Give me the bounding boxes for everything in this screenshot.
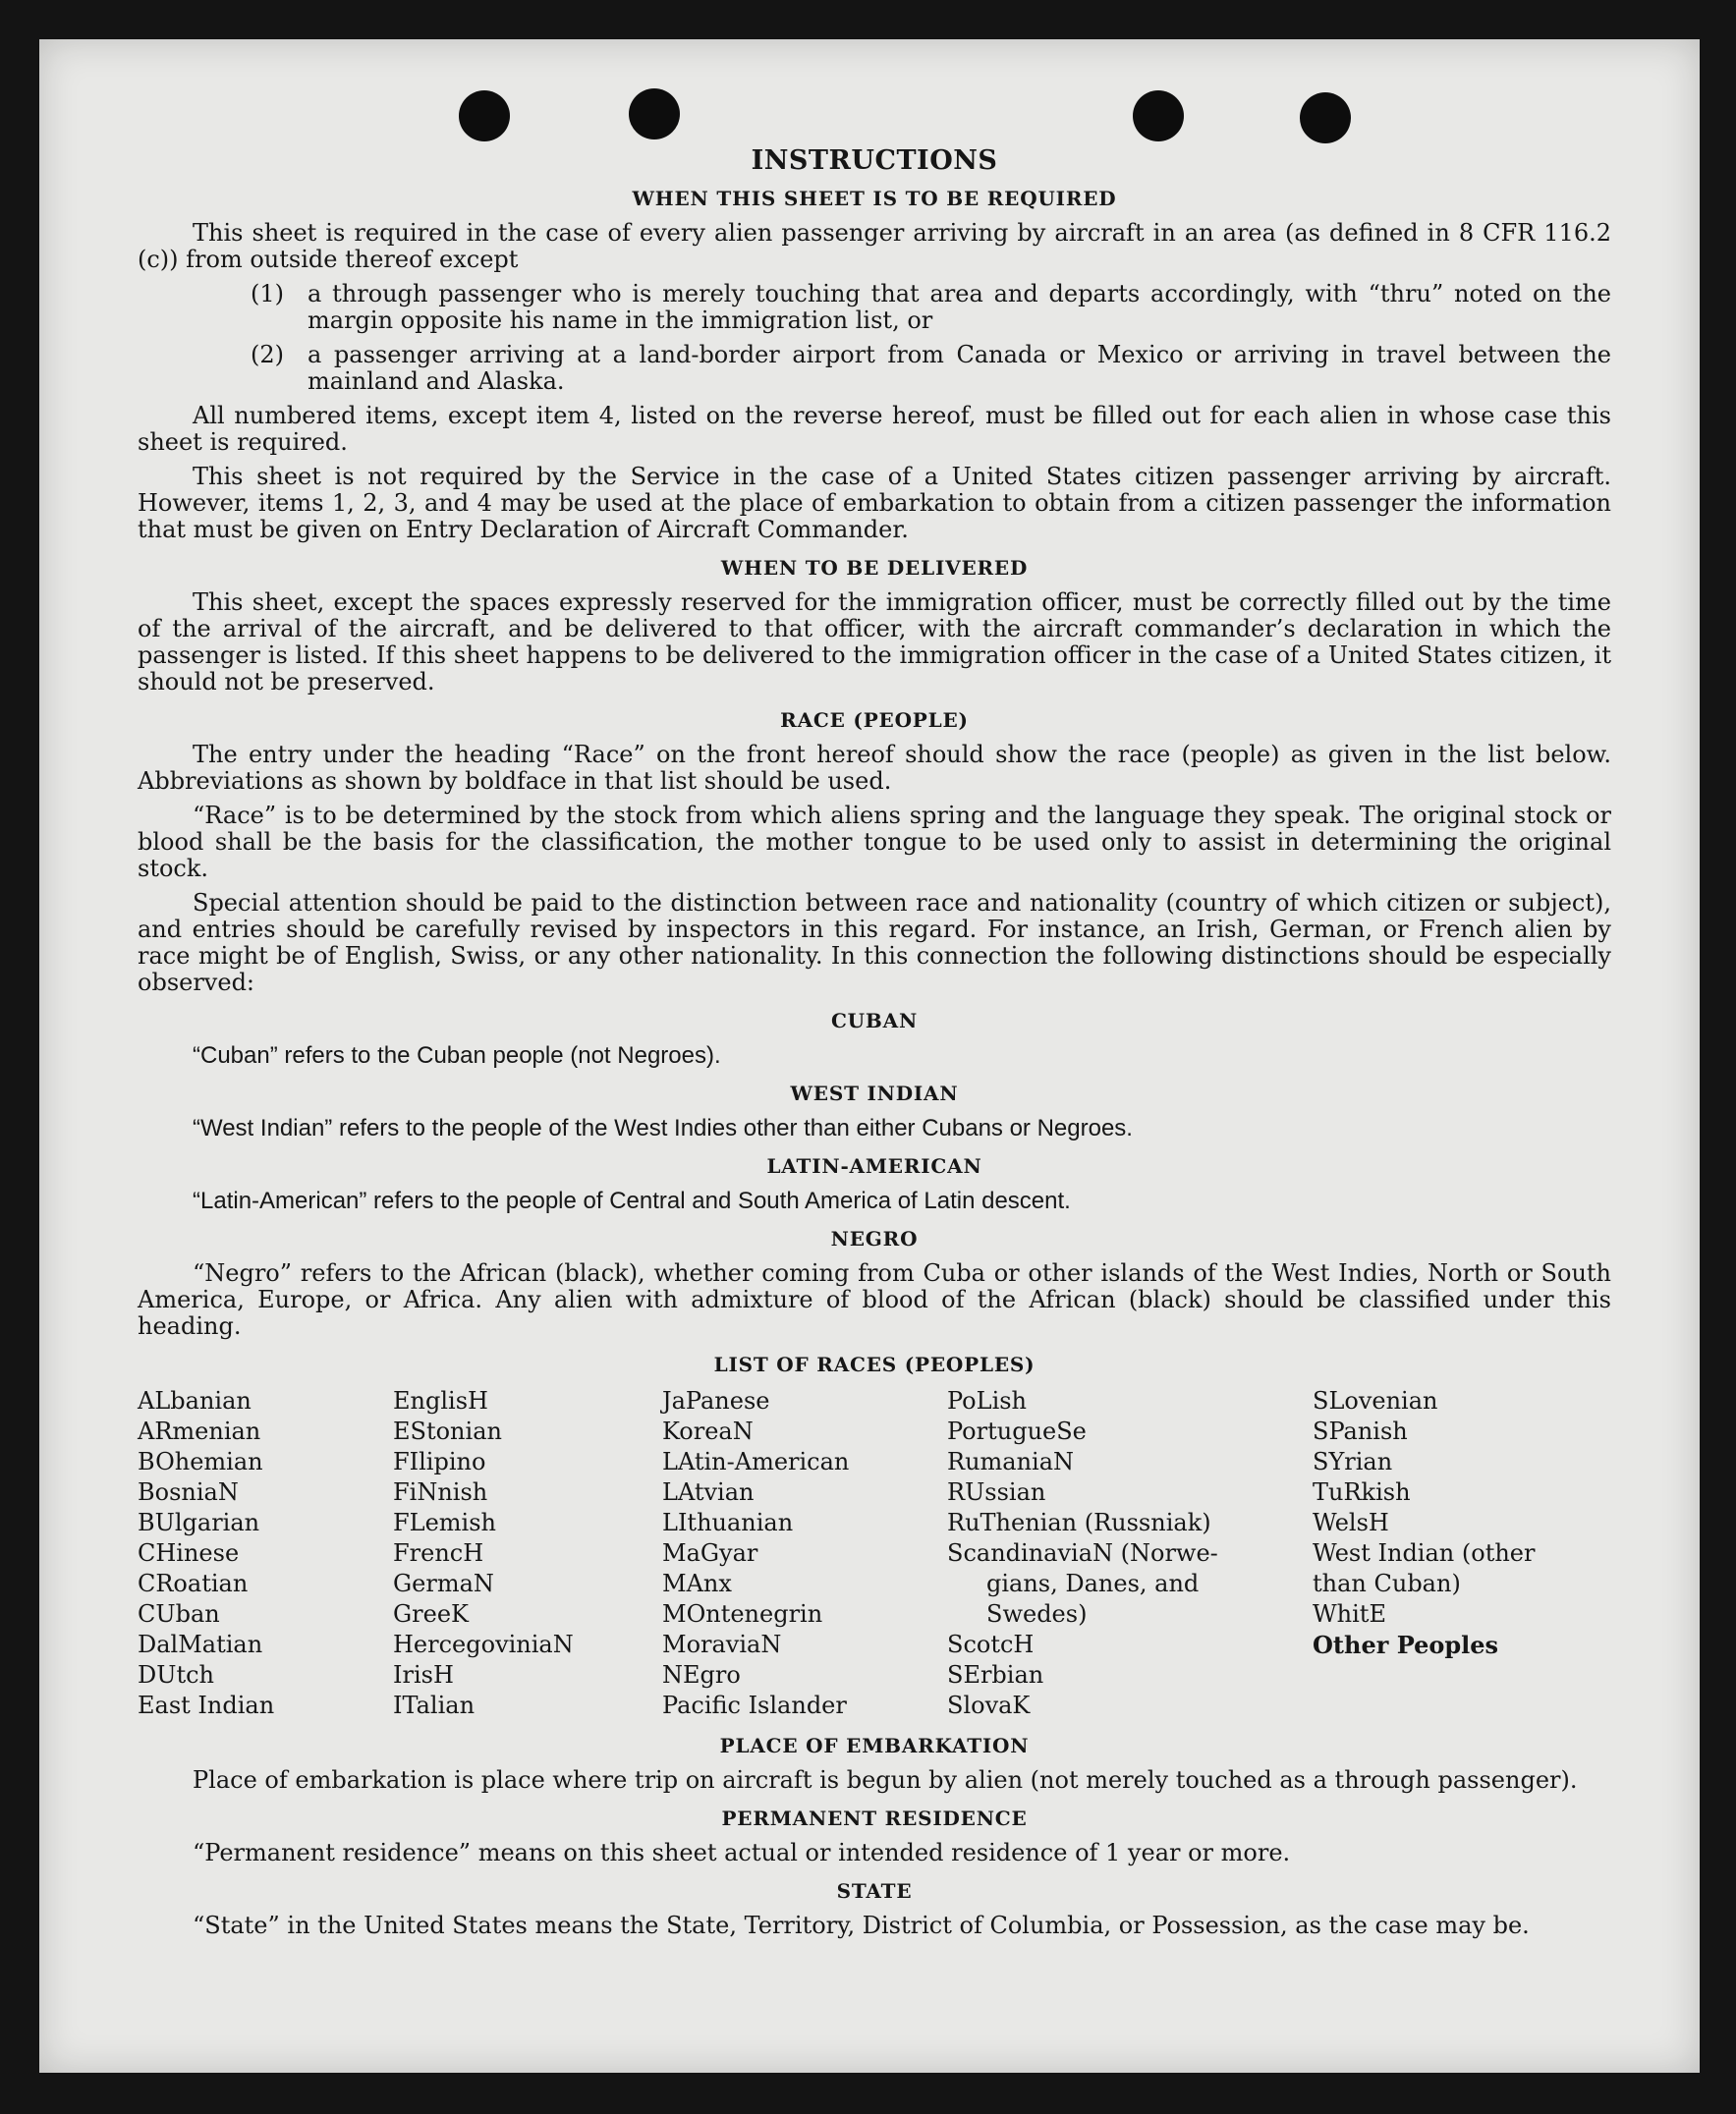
race-entry: FLemish [393,1509,496,1536]
race-entry: MaGyar [662,1539,758,1567]
race-entry: FiNnish [393,1478,488,1506]
race-entry: Pacific Islander [662,1692,847,1719]
race-entry: SlovaK [947,1692,1031,1719]
section-heading-state: STATE [836,1879,913,1903]
race-entry: ARmenian [138,1418,261,1445]
race-entry: MOntenegrin [662,1600,823,1628]
race-entry: FrencH [393,1539,484,1567]
race-entry: NEgro [662,1661,741,1689]
section-heading-when-required: WHEN THIS SHEET IS TO BE REQUIRED [632,187,1117,210]
item-number: (2) [251,341,284,368]
race-entry: LAtin-American [662,1448,850,1475]
race-entry: DalMatian [138,1631,263,1658]
race-column [662,1386,947,1721]
paragraph: “State” in the United States means the State, Territory, District of Columbia, or Possession, as the case may be. [193,1912,1530,1939]
paragraph: “Latin-American” refers to the people of Central and South America of Latin descent. [193,1188,1071,1214]
race-entry: CRoatian [138,1570,249,1597]
race-entry: SPanish [1313,1418,1408,1445]
race-entry: gians, Danes, and [986,1570,1200,1597]
race-entry: CHinese [138,1539,240,1567]
paragraph: “Negro” refers to the African (black), whether coming from Cuba or other islands of the West Indies, North or South America, Europe, or Africa. Any alien with admixture of blood of the African (black) should be classified under this heading. [138,1259,1611,1340]
race-entry: TuRkish [1313,1478,1411,1506]
race-entry: HercegoviniaN [393,1631,574,1658]
race-entry: RumaniaN [947,1448,1075,1475]
race-entry: RUssian [947,1478,1046,1506]
document-body [138,108,1611,1947]
race-entry: JaPanese [662,1387,770,1415]
paragraph: This sheet, except the spaces expressly reserved for the immigration officer, must be correctly filled out by the time of the arrival of the aircraft, and be delivered to that officer, with the aircraft commander’s declaration in which the passenger is listed. If this sheet happens to be delivered to the immigration officer in the case of a United States citizen, it should not be preserved. [138,588,1611,695]
race-entry: BosniaN [138,1478,239,1506]
page-title: INSTRUCTIONS [751,145,998,176]
paragraph: “Race” is to be determined by the stock from which aliens spring and the language they speak. The original stock or blood shall be the basis for the classification, the mother tongue to be used only to assist in determining the original stock. [138,802,1611,882]
race-entry: SErbian [947,1661,1044,1689]
paragraph: “Cuban” refers to the Cuban people (not Negroes). [193,1042,721,1069]
document-sheet [39,39,1700,2073]
race-entry: LIthuanian [662,1509,794,1536]
race-entry: PortugueSe [947,1418,1087,1445]
race-entry: ScotcH [947,1631,1035,1658]
list-item [251,342,1611,395]
paragraph: This sheet is required in the case of every alien passenger arriving by aircraft in an area (as defined in 8 CFR 116.2 (c)) from outside thereof except [138,219,1611,273]
item-number: (1) [251,280,284,307]
race-entry: West Indian (other than Cuban) [1313,1539,1536,1597]
item-text: a passenger arriving at a land-border airport from Canada or Mexico or arriving in travel between the mainland and Alaska. [308,341,1611,395]
race-entry: EStonian [393,1418,502,1445]
race-entry: MAnx [662,1570,732,1597]
race-entry: ALbanian [138,1387,252,1415]
race-entry: CUban [138,1600,220,1628]
race-entry: FIlipino [393,1448,486,1475]
section-heading-when-delivered: WHEN TO BE DELIVERED [720,556,1029,580]
paragraph: All numbered items, except item 4, listed on the reverse hereof, must be filled out for each alien in whose case this sheet is required. [138,402,1611,456]
race-entry: SLovenian [1313,1387,1438,1415]
list-item [251,281,1611,334]
paragraph: “West Indian” refers to the people of the West Indies other than either Cubans or Negroes. [193,1115,1133,1141]
race-entry: BOhemian [138,1448,263,1475]
section-heading-cuban: CUBAN [830,1009,919,1032]
race-entry: ITalian [393,1692,476,1719]
race-entry: GermaN [393,1570,494,1597]
section-heading-latin-american: LATIN-AMERICAN [766,1154,982,1178]
race-entry: PoLish [947,1387,1028,1415]
paragraph: Place of embarkation is place where trip on aircraft is begun by alien (not merely touched as a through passenger). [193,1766,1578,1794]
section-heading-residence: PERMANENT RESIDENCE [721,1807,1028,1830]
race-entry: Other Peoples [1313,1631,1499,1659]
race-entry: WelsH [1313,1509,1389,1536]
item-text: a through passenger who is merely touching that area and departs accordingly, with “thru” noted on the margin opposite his name in the immigration list, or [308,280,1611,334]
paragraph: Special attention should be paid to the distinction between race and nationality (country of which citizen or subject), and entries should be carefully revised by inspectors in this regard. For instance, an Irish, German, or French alien by race might be of English, Swiss, or any other nationality. In this connection the following distinctions should be especially observed: [138,889,1611,996]
race-entry: IrisH [393,1661,454,1689]
race-entry: WhitE [1313,1600,1386,1628]
race-entry: KoreaN [662,1418,754,1445]
race-column [393,1386,662,1721]
race-entry: BUlgarian [138,1509,260,1536]
section-heading-race: RACE (PEOPLE) [780,708,969,732]
race-entry: Swedes) [986,1600,1088,1628]
section-heading-west-indian: WEST INDIAN [790,1082,959,1105]
race-entry: SYrian [1313,1448,1393,1475]
race-column [1313,1386,1568,1721]
race-entry: East Indian [138,1692,275,1719]
section-heading-negro: NEGRO [830,1227,919,1251]
race-list [138,1386,1611,1721]
race-entry: EnglisH [393,1387,488,1415]
race-entry: ScandinaviaN (Norwe- [947,1539,1218,1567]
race-entry: MoraviaN [662,1631,782,1658]
paragraph: “Permanent residence” means on this sheet actual or intended residence of 1 year or more. [193,1839,1291,1866]
section-heading-list-of-races: LIST OF RACES (PEOPLES) [713,1353,1036,1376]
section-heading-embarkation: PLACE OF EMBARKATION [719,1734,1030,1757]
paragraph: This sheet is not required by the Service in the case of a United States citizen passenger arriving by aircraft. However, items 1, 2, 3, and 4 may be used at the place of embarkation to obtain from a citizen passenger the information that must be given on Entry Declaration of Aircraft Commander. [138,463,1611,543]
race-entry: LAtvian [662,1478,755,1506]
race-column [138,1386,393,1721]
race-entry: DUtch [138,1661,215,1689]
race-entry: RuThenian (Russniak) [947,1509,1211,1536]
race-entry: GreeK [393,1600,469,1628]
paragraph: The entry under the heading “Race” on the front hereof should show the race (people) as given in the list below. Abbreviations as shown by boldface in that list should be used. [138,741,1611,795]
race-column [947,1386,1313,1721]
